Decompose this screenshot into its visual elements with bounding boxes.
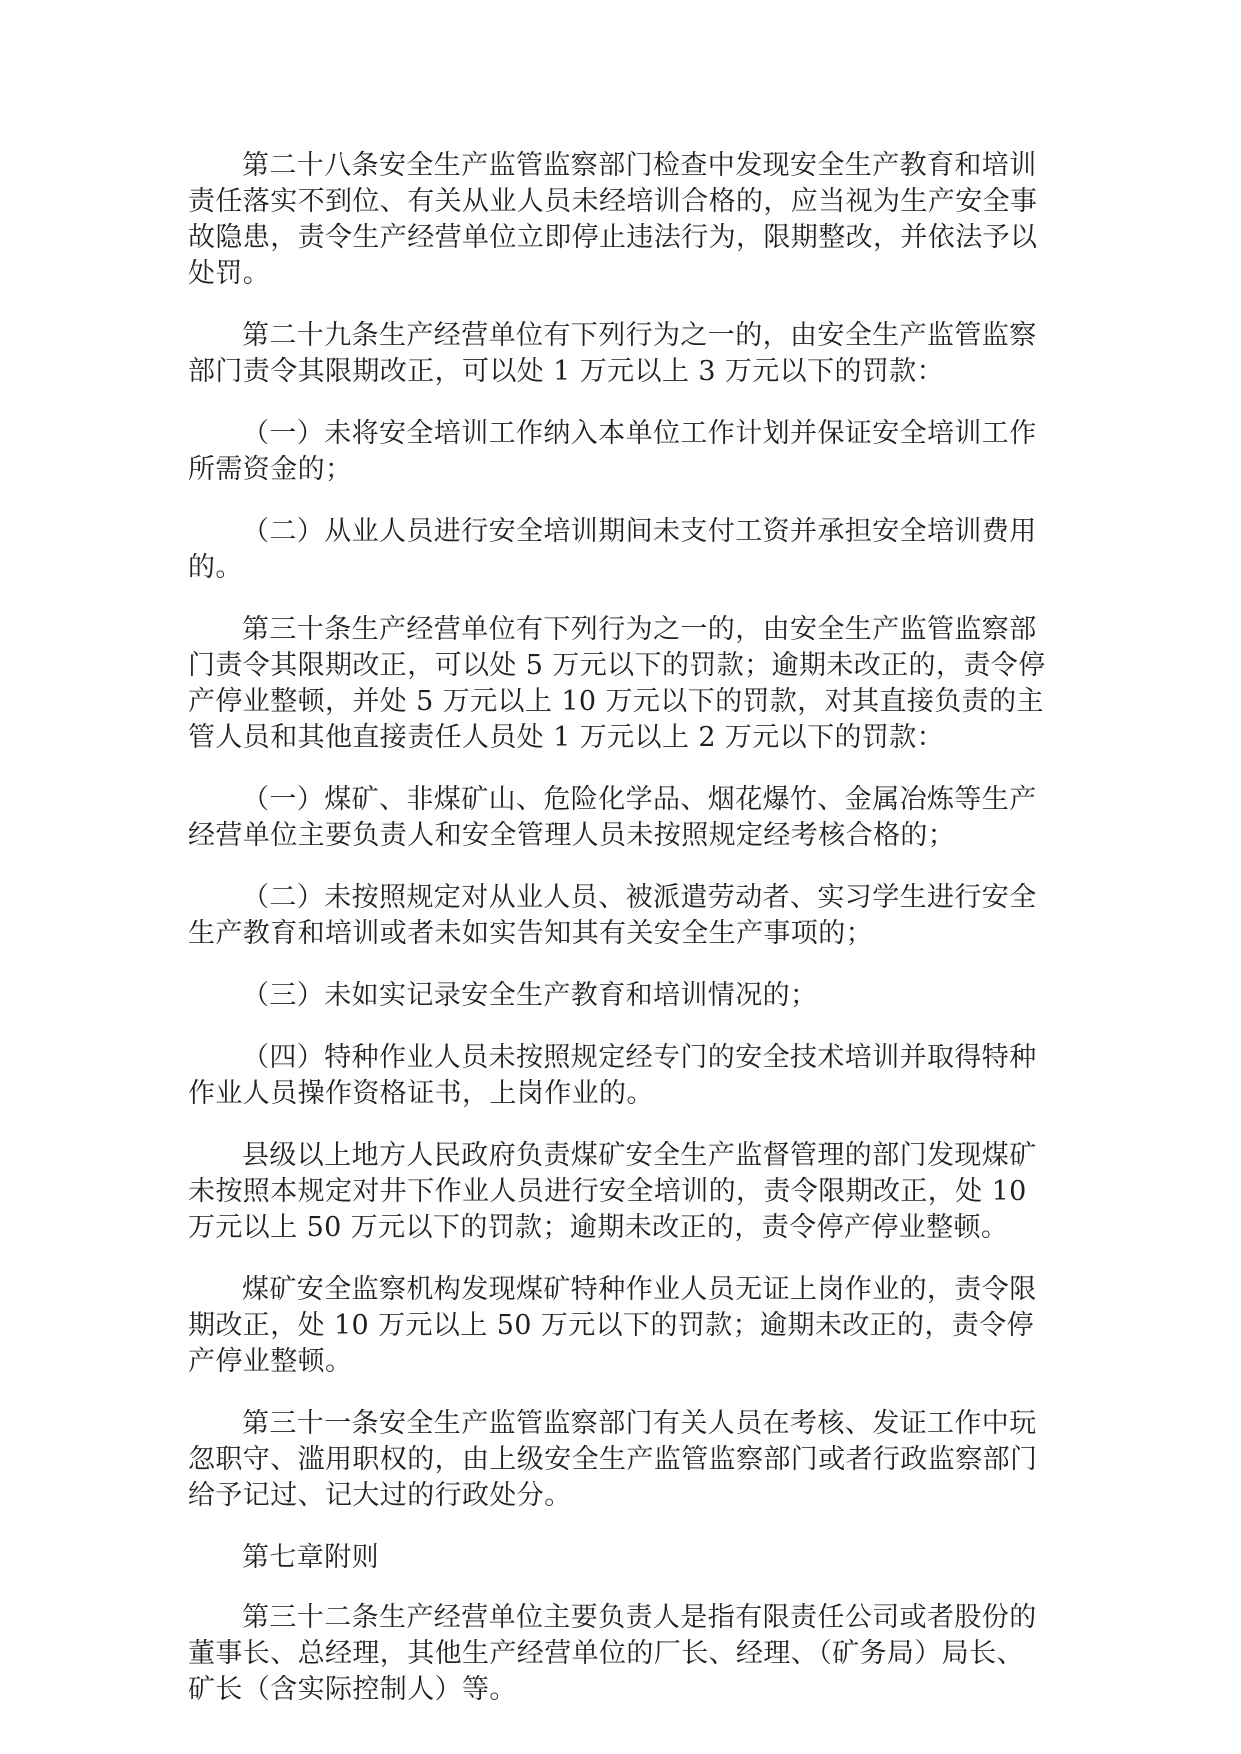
paragraph-article-29: 第二十九条生产经营单位有下列行为之一的，由安全生产监管监察部门责令其限期改正，可以处 1 万元以上 3 万元以下的罚款： — [188, 320, 1037, 387]
paragraph-coal-mine-supervision-rule: 煤矿安全监察机构发现煤矿特种作业人员无证上岗作业的，责令限期改正，处 10 万元以上 50 万元以下的罚款；逾期未改正的，责令停产停业整顿。 — [188, 1274, 1037, 1377]
paragraph-article-30-item-4: （四）特种作业人员未按照规定经专门的安全技术培训并取得特种作业人员操作资格证书，上岗作业的。 — [188, 1042, 1037, 1109]
paragraph-article-32: 第三十二条生产经营单位主要负责人是指有限责任公司或者股份的董事长、总经理，其他生产经营单位的厂长、经理、（矿务局）局长、矿长（含实际控制人）等。 — [188, 1602, 1037, 1705]
paragraph-article-30: 第三十条生产经营单位有下列行为之一的，由安全生产监管监察部门责令其限期改正，可以处 5 万元以下的罚款；逾期未改正的，责令停产停业整顿，并处 5 万元以上 10 万元以下的罚款，对其直接负责的主管人员和其他直接责任人员处 1 万元以上 2 万元以下的罚款： — [188, 614, 1046, 753]
paragraph-article-30-item-3: （三）未如实记录安全生产教育和培训情况的； — [242, 980, 818, 1011]
paragraph-article-30-item-1: （一）煤矿、非煤矿山、危险化学品、烟花爆竹、金属冶炼等生产经营单位主要负责人和安全管理人员未按照规定经考核合格的； — [188, 784, 1037, 851]
paragraph-article-29-item-1: （一）未将安全培训工作纳入本单位工作计划并保证安全培训工作所需资金的； — [188, 418, 1037, 485]
paragraph-article-28: 第二十八条安全生产监管监察部门检查中发现安全生产教育和培训责任落实不到位、有关从业人员未经培训合格的，应当视为生产安全事故隐患，责令生产经营单位立即停止违法行为，限期整改，并依法予以处罚。 — [188, 150, 1038, 289]
paragraph-county-level-rule: 县级以上地方人民政府负责煤矿安全生产监督管理的部门发现煤矿未按照本规定对井下作业人员进行安全培训的，责令限期改正，处 10 万元以上 50 万元以下的罚款；逾期未改正的，责令停产停业整顿。 — [188, 1140, 1037, 1243]
document-body — [188, 148, 1050, 1734]
chapter-heading: 第七章附则 — [242, 1542, 379, 1573]
paragraph-article-31: 第三十一条安全生产监管监察部门有关人员在考核、发证工作中玩忽职守、滥用职权的，由上级安全生产监管监察部门或者行政监察部门给予记过、记大过的行政处分。 — [188, 1408, 1038, 1511]
paragraph-article-29-item-2: （二）从业人员进行安全培训期间未支付工资并承担安全培训费用的。 — [188, 516, 1037, 583]
paragraph-article-30-item-2: （二）未按照规定对从业人员、被派遣劳动者、实习学生进行安全生产教育和培训或者未如实告知其有关安全生产事项的； — [188, 882, 1037, 949]
